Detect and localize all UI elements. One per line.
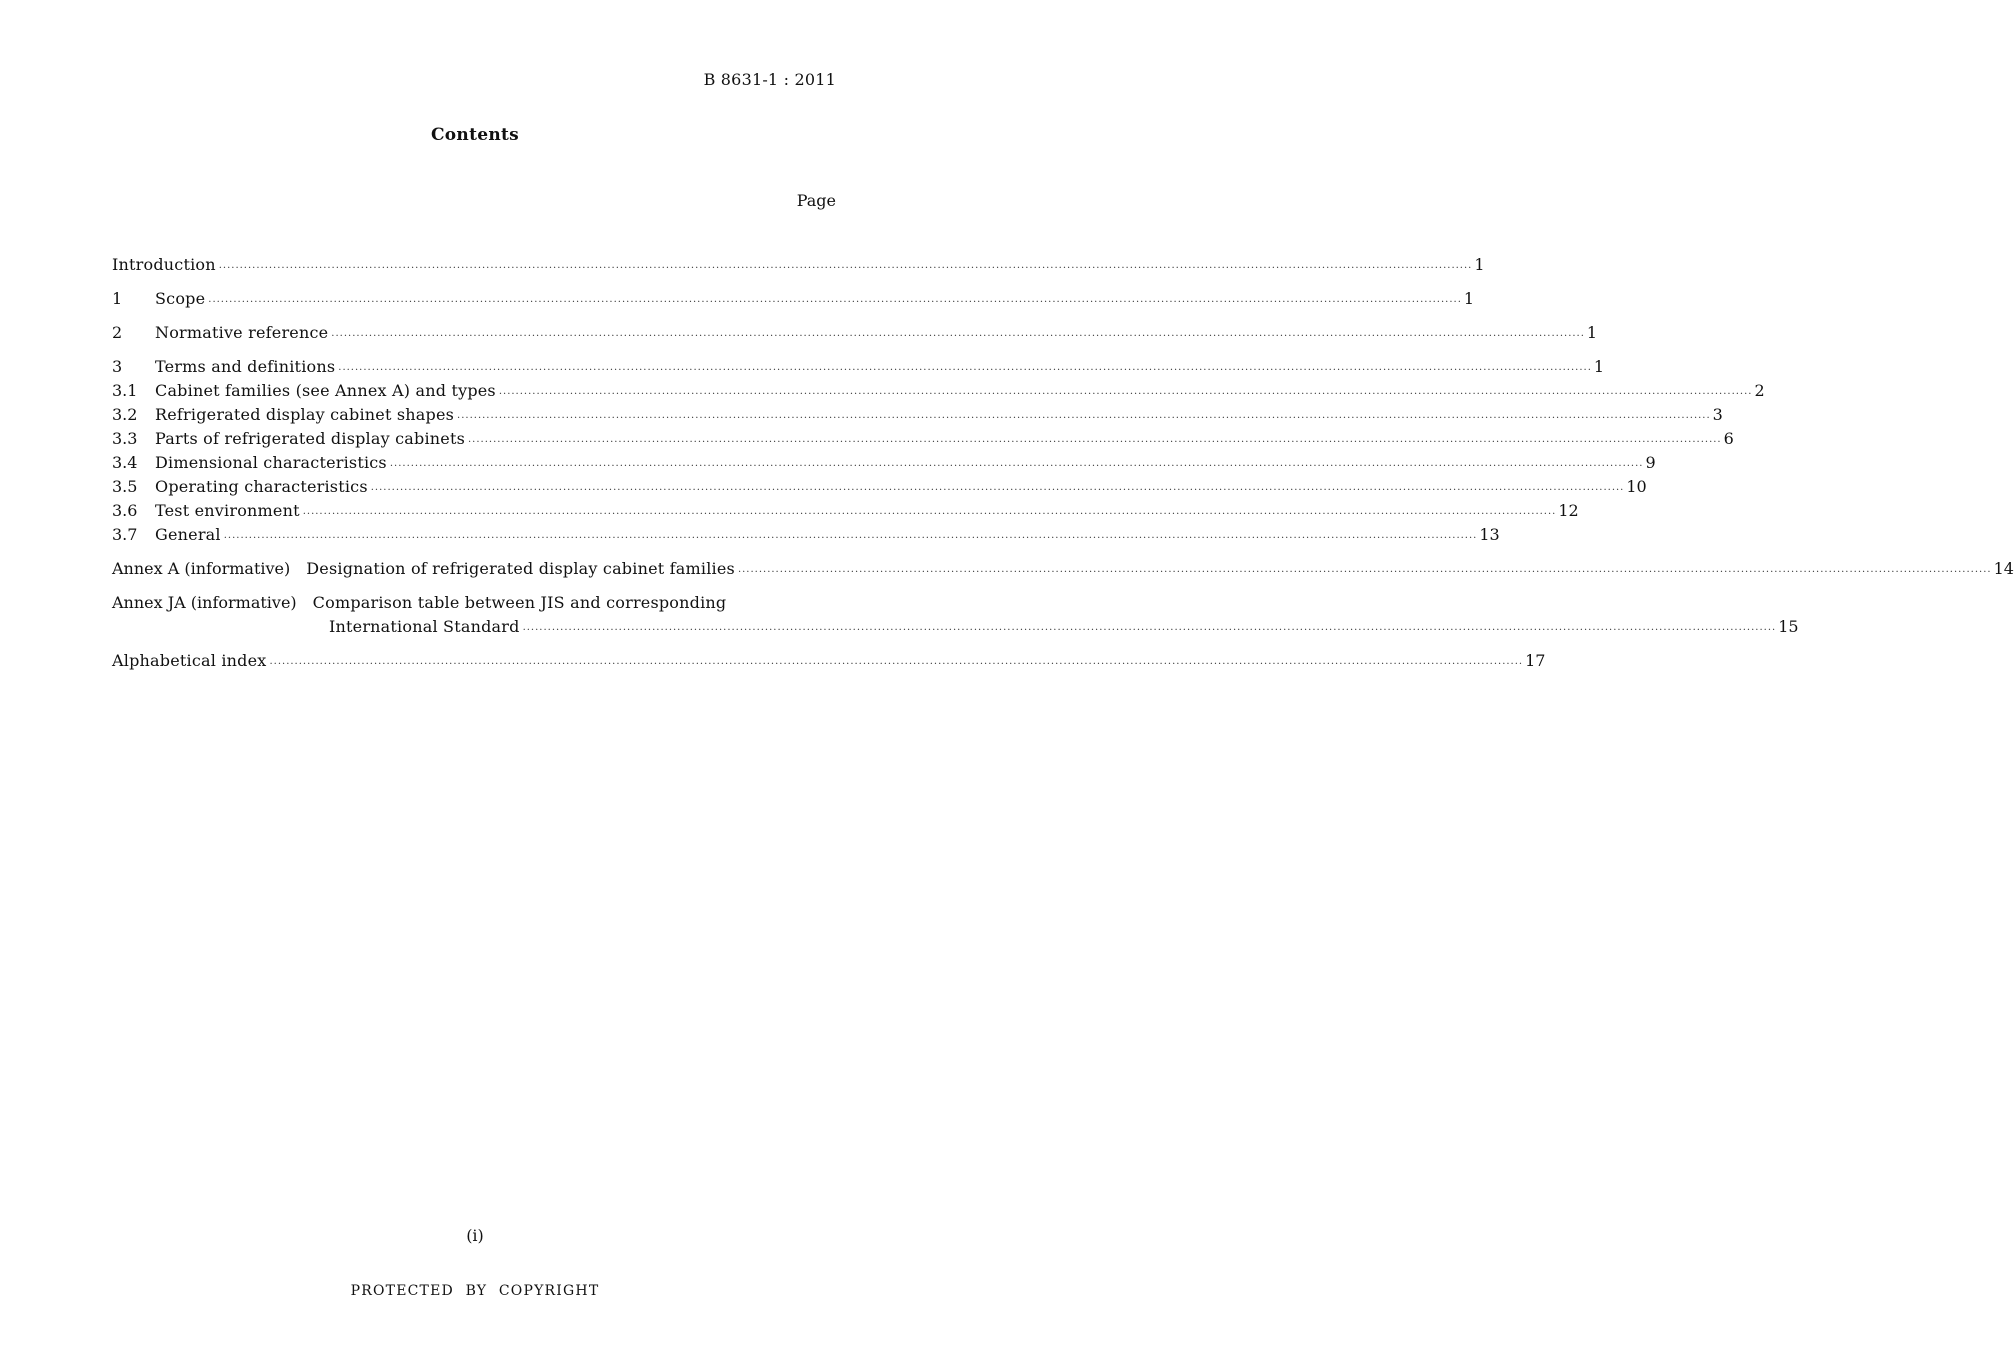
annex-ja-second-line: [112, 615, 1799, 639]
toc-label: Comparison table between JIS and corresponding: [312, 593, 727, 612]
toc-page-number: 1: [1463, 289, 1475, 308]
toc-entry-introduction[interactable]: [112, 253, 1485, 277]
toc-label: General: [155, 525, 221, 544]
toc-entry-3-2[interactable]: [112, 403, 1723, 427]
leader-dots: ............................................................................................................................................................................................................................................................................................................: [468, 434, 1722, 445]
toc-page-number: 13: [1479, 525, 1500, 544]
toc-entry-3-7[interactable]: [112, 523, 1500, 547]
toc-section-number: 3: [112, 357, 123, 376]
leader-dots: ............................................................................................................................................................................................................................................................................................................: [223, 530, 1478, 541]
toc-entry-scope[interactable]: [112, 287, 1475, 311]
leader-dots: ............................................................................................................................................................................................................................................................................................................: [269, 656, 1524, 667]
leader-dots: ............................................................................................................................................................................................................................................................................................................: [457, 410, 1711, 421]
toc-label: Test environment: [155, 501, 300, 520]
toc-page-number: 1: [1586, 323, 1598, 342]
leader-dots: ............................................................................................................................................................................................................................................................................................................: [370, 482, 1625, 493]
toc-page-number: 17: [1525, 651, 1546, 670]
toc-section-number: 2: [112, 323, 123, 342]
page-title: Contents: [430, 125, 520, 145]
document-number: B 8631-1 : 2011: [703, 70, 836, 89]
table-of-contents: [112, 253, 2014, 673]
toc-page-number: 3: [1712, 405, 1723, 424]
toc-label: Introduction: [112, 255, 216, 274]
toc-label: International Standard: [329, 617, 520, 636]
leader-dots: ............................................................................................................................................................................................................................................................................................................: [338, 362, 1592, 373]
toc-section-number: 1: [112, 289, 123, 308]
annex-prefix: Annex A (informative): [112, 559, 291, 578]
toc-entry-terms-and-definitions[interactable]: [112, 355, 1605, 379]
toc-label: Cabinet families (see Annex A) and types: [155, 381, 496, 400]
toc-page-number: 6: [1723, 429, 1734, 448]
toc-entry-3-3[interactable]: [112, 427, 1734, 451]
toc-page-number: 2: [1754, 381, 1765, 400]
toc-label: Terms and definitions: [155, 357, 336, 376]
toc-label: Designation of refrigerated display cabinet families: [306, 559, 735, 578]
toc-label: Operating characteristics: [155, 477, 368, 496]
toc-page-number: 9: [1645, 453, 1656, 472]
toc-section-number: 3.7: [112, 525, 138, 544]
copyright-notice: PROTECTED BY COPYRIGHT: [350, 1283, 600, 1299]
leader-dots: ............................................................................................................................................................................................................................................................................................................: [208, 294, 1462, 305]
toc-section-number: 3.1: [112, 381, 138, 400]
toc-section-number: 3.6: [112, 501, 138, 520]
toc-entry-3-6[interactable]: [112, 499, 1579, 523]
toc-page-number: 14: [1993, 559, 2014, 578]
toc-section-number: 3.4: [112, 453, 138, 472]
toc-label: Normative reference: [155, 323, 329, 342]
toc-entry-3-4[interactable]: [112, 451, 1656, 475]
leader-dots: ............................................................................................................................................................................................................................................................................................................: [302, 506, 1557, 517]
toc-label: Dimensional characteristics: [155, 453, 387, 472]
toc-label: Scope: [155, 289, 206, 308]
toc-entry-3-1[interactable]: [112, 379, 1765, 403]
leader-dots: ............................................................................................................................................................................................................................................................................................................: [218, 260, 1473, 271]
page-column-heading: Page: [796, 191, 836, 210]
toc-page-number: 1: [1593, 357, 1605, 376]
leader-dots: ............................................................................................................................................................................................................................................................................................................: [498, 386, 1753, 397]
leader-dots: ............................................................................................................................................................................................................................................................................................................: [737, 564, 1992, 575]
leader-dots: ............................................................................................................................................................................................................................................................................................................: [389, 458, 1644, 469]
page-folio: (i): [466, 1226, 484, 1245]
toc-entry-alphabetical-index[interactable]: [112, 649, 1546, 673]
toc-section-number: 3.3: [112, 429, 138, 448]
leader-dots: ............................................................................................................................................................................................................................................................................................................: [331, 328, 1585, 339]
toc-label: Refrigerated display cabinet shapes: [155, 405, 455, 424]
toc-entry-normative-reference[interactable]: [112, 321, 1598, 345]
toc-page-number: 15: [1778, 617, 1799, 636]
leader-dots: ............................................................................................................................................................................................................................................................................................................: [522, 622, 1777, 633]
toc-page-number: 12: [1558, 501, 1579, 520]
toc-page-number: 1: [1474, 255, 1485, 274]
annex-ja-first-line: [112, 591, 823, 615]
toc-section-number: 3.5: [112, 477, 138, 496]
toc-label: Parts of refrigerated display cabinets: [155, 429, 465, 448]
toc-entry-annex-ja[interactable]: [112, 591, 1799, 639]
toc-label: Alphabetical index: [112, 651, 267, 670]
toc-section-number: 3.2: [112, 405, 138, 424]
toc-entry-3-5[interactable]: [112, 475, 1647, 499]
toc-entry-annex-a[interactable]: [112, 557, 2014, 581]
annex-prefix: Annex JA (informative): [112, 593, 297, 612]
toc-page-number: 10: [1626, 477, 1647, 496]
